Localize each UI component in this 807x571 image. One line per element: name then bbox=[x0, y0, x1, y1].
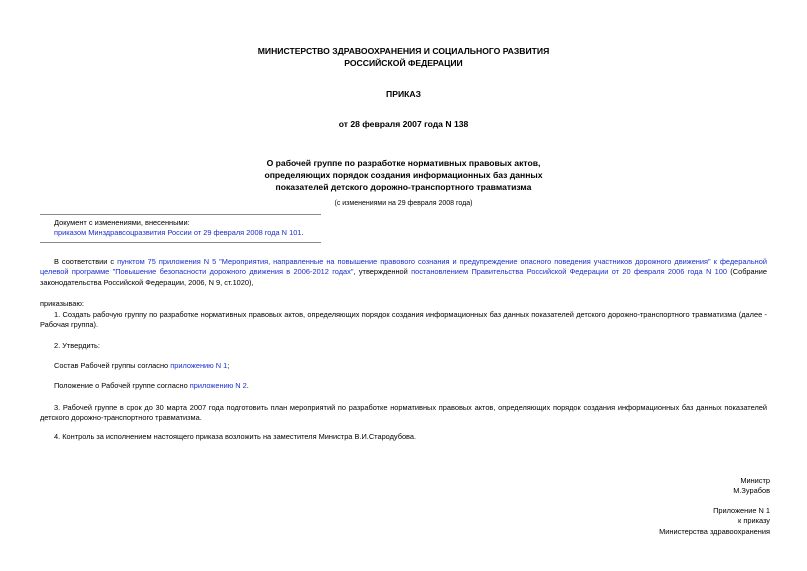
preamble-text-2: , утвержденной bbox=[353, 267, 412, 277]
composition-tail: ; bbox=[227, 361, 230, 370]
appendix-line-1: Приложение N 1 bbox=[713, 506, 770, 515]
appendix-1-link[interactable]: приложению N 1 bbox=[170, 361, 228, 370]
changes-label: Документ с изменениями, внесенными: bbox=[54, 218, 190, 227]
changes-note bbox=[54, 218, 354, 239]
item-3: 3. Рабочей группе в срок до 30 марта 2007 года подготовить план мероприятий по разработке нормативных правовых актов, определяющих порядок создания информационных баз данных показателей детского дорожно-транспортного травматизма. bbox=[40, 403, 767, 423]
title-line-3: показателей детского дорожно-транспортного травматизма bbox=[275, 182, 532, 192]
ministry-line-2: РОССИЙСКОЙ ФЕДЕРАЦИИ bbox=[344, 58, 463, 68]
changes-reference bbox=[54, 228, 354, 238]
program-link[interactable]: пунктом 75 приложения N 5 "Мероприятия, направленные на повышение правового сознания и предупреждение опасного поведения участников дорожного движения" к федеральной целевой программе "Повышение безопасности дорожного движения в 2006-2012 годах" bbox=[40, 257, 767, 277]
appendix-line-2: к приказу bbox=[738, 516, 770, 526]
preamble-paragraph bbox=[40, 257, 767, 288]
regulation-line bbox=[54, 381, 249, 391]
ministry-heading bbox=[0, 45, 807, 69]
preamble-text-1: В соответствии с bbox=[54, 257, 118, 266]
amendments-note: (с изменениями на 29 февраля 2008 года) bbox=[334, 200, 473, 207]
item-2: 2. Утвердить: bbox=[54, 341, 100, 350]
appendix-line-3: Министерства здравоохранения bbox=[659, 526, 770, 536]
divider-top bbox=[40, 214, 321, 215]
regulation-text: Положение о Рабочей группе согласно bbox=[54, 381, 190, 390]
preamble-text-3: (Собрание законодательства Российской Федерации, 2006, N 9, ст.1020), bbox=[40, 267, 767, 287]
appendix-2-link[interactable]: приложению N 2 bbox=[189, 381, 247, 390]
document-title bbox=[0, 157, 807, 193]
document-type: ПРИКАЗ bbox=[386, 89, 421, 99]
appendix-header bbox=[659, 506, 770, 537]
divider-bottom bbox=[40, 242, 321, 243]
signature-name: М.Зурабов bbox=[733, 486, 770, 496]
order-word: приказываю: bbox=[40, 299, 84, 308]
item-4: 4. Контроль за исполнением настоящего приказа возложить на заместителя Министра В.И.Стародубова. bbox=[54, 432, 417, 441]
resolution-link[interactable]: постановлением Правительства Российской Федерации от 20 февраля 2006 года N 100 bbox=[411, 267, 727, 277]
signature-position: Министр bbox=[740, 476, 770, 485]
title-line-1: О рабочей группе по разработке нормативных правовых актов, bbox=[266, 158, 541, 168]
document-date-number: от 28 февраля 2007 года N 138 bbox=[338, 119, 469, 129]
regulation-tail: . bbox=[246, 381, 249, 390]
composition-text: Состав Рабочей группы согласно bbox=[54, 361, 171, 370]
ministry-line-1: МИНИСТЕРСТВО ЗДРАВООХРАНЕНИЯ И СОЦИАЛЬНОГО РАЗВИТИЯ bbox=[257, 46, 550, 56]
title-line-2: определяющих порядок создания информационных баз данных bbox=[264, 170, 543, 180]
signature-block bbox=[733, 476, 770, 497]
changes-order-link[interactable]: приказом Минздравсоцразвития России от 29 февраля 2008 года N 101 bbox=[54, 228, 302, 238]
changes-tail: . bbox=[301, 228, 304, 238]
item-1: 1. Создать рабочую группу по разработке нормативных правовых актов, определяющих порядок создания информационных баз данных показателей детского дорожно-транспортного травматизма (далее - Рабочая группа). bbox=[40, 310, 767, 330]
composition-line bbox=[54, 361, 229, 371]
